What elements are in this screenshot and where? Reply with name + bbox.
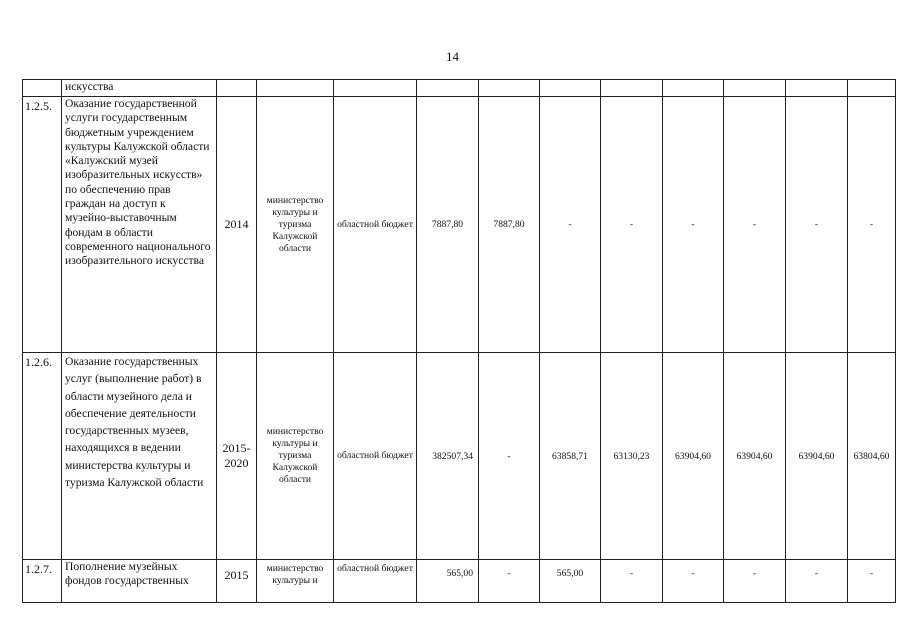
value-cell: - [479, 353, 540, 560]
row-number-cell: 1.2.5. [23, 97, 62, 353]
value-cell [786, 80, 848, 97]
row-number-cell: 1.2.6. [23, 353, 62, 560]
source-cell: областной бюджет [334, 353, 417, 560]
table-row [23, 97, 896, 353]
source-cell: областной бюджет [334, 97, 417, 353]
value-cell: 7887,80 [479, 97, 540, 353]
value-cell: 565,00 [417, 560, 479, 603]
value-cell: - [724, 97, 786, 353]
event-name-cell: Оказание государственной услуги государственным бюджетным учреждением культуры Калужской области «Калужский музей изобразительных искусств» по обеспечению прав граждан на доступ к музейно-выставочным фондам в области современного национального изобразительного искусства [62, 97, 217, 353]
value-cell: - [663, 560, 724, 603]
value-cell: 63904,60 [786, 353, 848, 560]
value-cell [417, 80, 479, 97]
value-cell [540, 80, 601, 97]
value-cell: 382507,34 [417, 353, 479, 560]
value-cell: - [786, 560, 848, 603]
table-row [23, 560, 896, 603]
budget-table [22, 79, 896, 603]
value-cell: - [786, 97, 848, 353]
ministry-cell: министерство культуры и туризма Калужской области [257, 353, 334, 560]
value-cell: 63858,71 [540, 353, 601, 560]
year-cell [217, 80, 257, 97]
row-number-cell [23, 80, 62, 97]
value-cell: - [601, 97, 663, 353]
event-name-cell: Оказание государственных услуг (выполнение работ) в области музейного дела и обеспечение деятельности государственных музеев, находящихся в ведении министерства культуры и туризма Калужской области [62, 353, 217, 560]
value-cell: - [724, 560, 786, 603]
year-cell: 2015 [217, 560, 257, 603]
source-cell: областной бюджет [334, 560, 417, 603]
value-cell [724, 80, 786, 97]
value-cell: - [663, 97, 724, 353]
value-cell: - [540, 97, 601, 353]
year-cell: 2014 [217, 97, 257, 353]
event-name-cell: искусства [62, 80, 217, 97]
ministry-cell [257, 80, 334, 97]
page-number: 14 [446, 49, 459, 64]
value-cell [663, 80, 724, 97]
value-cell [848, 80, 896, 97]
row-number-cell: 1.2.7. [23, 560, 62, 603]
year-cell: 2015-2020 [217, 353, 257, 560]
value-cell: - [479, 560, 540, 603]
table-row [23, 80, 896, 97]
value-cell: 63904,60 [724, 353, 786, 560]
value-cell: 565,00 [540, 560, 601, 603]
source-cell [334, 80, 417, 97]
value-cell: 63130,23 [601, 353, 663, 560]
value-cell [601, 80, 663, 97]
table-row [23, 353, 896, 560]
value-cell [479, 80, 540, 97]
value-cell: - [848, 97, 896, 353]
ministry-cell: министерство культуры и туризма Калужской области [257, 97, 334, 353]
value-cell: - [601, 560, 663, 603]
value-cell: 63804,60 [848, 353, 896, 560]
value-cell: 7887,80 [417, 97, 479, 353]
value-cell: - [848, 560, 896, 603]
ministry-cell: министерство культуры и [257, 560, 334, 603]
event-name-cell: Пополнение музейных фондов государственных [62, 560, 217, 603]
value-cell: 63904,60 [663, 353, 724, 560]
